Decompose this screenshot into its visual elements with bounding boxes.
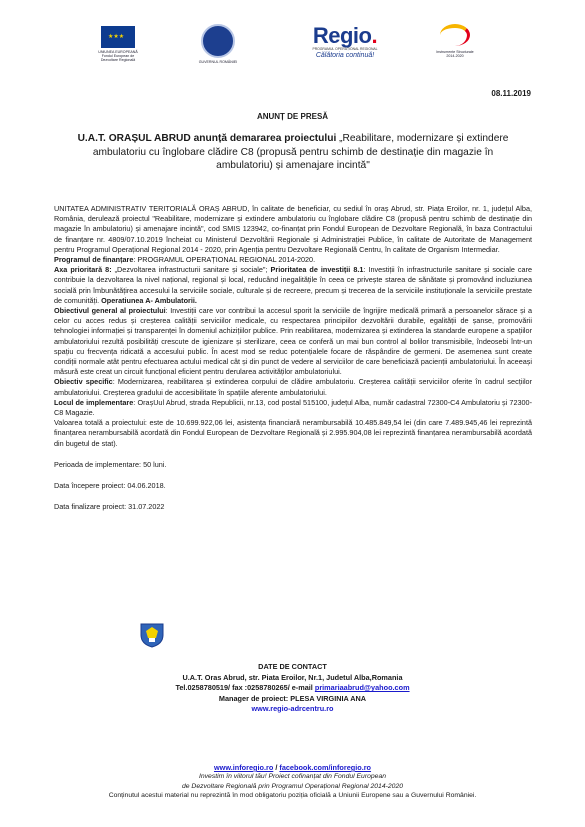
program-value: : PROGRAMUL OPERAȚIONAL REGIONAL 2014-2020. <box>133 255 316 265</box>
general-objective-paragraph <box>54 306 532 377</box>
press-title: ANUNȚ DE PRESĂ <box>256 112 329 121</box>
government-seal-icon <box>201 24 235 58</box>
project-manager: Manager de proiect: PLESA VIRGINIA ANA <box>218 693 367 703</box>
regio-slogan: Călătoria continuă! <box>315 52 375 59</box>
program-paragraph <box>54 255 532 265</box>
operation-label: Operatiunea A- Ambulatorii. <box>101 295 197 305</box>
footer-links <box>0 763 585 772</box>
footer <box>0 763 585 801</box>
eu-logo-text-2: Fondul European de <box>101 54 135 59</box>
header-logos <box>0 22 585 70</box>
regio-word: Regio <box>312 23 372 48</box>
general-label: Obiectivul general al proiectului <box>54 306 166 316</box>
document-date: 08.11.2019 <box>491 89 531 98</box>
headline <box>64 132 522 173</box>
intro-paragraph: UNITATEA ADMINISTRATIV TERITORIALĂ ORAȘ ABRUD, în calitate de beneficiar, cu sediul în oraș Abrud, str. Piața Eroilor, nr. 1, județul Alba, România, derulează proiectul "Reabilitare, modernizare și extindere ambulatoriu cu înglobare clădire C8 (propusă pentru schimb de destinație din magazie în ambulatoriu) și amenajare incintă", cod SMIS 123942, co-finanțat prin Fondul European de Dezvoltare Regională, în baza Contractului de finanțare nr. 4809/07.10.2019 încheiat cu Ministerul Dezvoltării Regionale și Administrației Publice, în calitate de Autoritate de Management pentru Programul Operațional Regional 2014 - 2020, prin Agenția pentru Dezvoltare Regională Centru, în calitate de Organism Intermediar. <box>54 204 532 254</box>
government-logo <box>198 24 238 64</box>
start-date-line: Data începere proiect: 04.06.2018. <box>54 481 166 491</box>
headline-bold: U.A.T. ORAȘUL ABRUD anunță demararea proiectului <box>77 133 337 144</box>
eu-flag-icon <box>101 26 135 48</box>
ue-logo-text-1: Instrumente Structurale <box>436 50 474 54</box>
contact-title: DATE DE CONTACT <box>258 662 327 671</box>
specific-objective-paragraph <box>54 377 532 397</box>
axis-label: Axa prioritară 8: <box>54 265 112 275</box>
structural-instruments-logo <box>432 24 478 58</box>
priority-label: Prioritatea de investiții 8.1 <box>270 265 364 275</box>
contact-address: U.A.T. Oras Abrud, str. Piata Eroilor, Nr.1, Judetul Alba,Romania <box>182 672 403 682</box>
axis-value: „Dezvoltarea infrastructurii sanitare și sociale"; <box>111 265 271 275</box>
contact-phone-line <box>110 683 475 694</box>
program-label: Programul de finanțare <box>54 255 134 265</box>
location-paragraph <box>54 398 532 418</box>
eu-logo-text-1: UNIUNEA EUROPEANĂ <box>98 50 138 54</box>
specific-label: Obiectiv specific <box>54 377 113 387</box>
body-text <box>54 204 532 512</box>
axis-paragraph <box>54 265 532 306</box>
headline-rest: „Reabilitare, modernizare și extindere ambulatoriu cu înglobare clădire C8 (propusă pentru schimb de destinație din magazie în ambulatoriu) și amenajare incintă" <box>92 133 509 171</box>
contact-block <box>110 662 475 715</box>
regio-subtitle: PROGRAMUL OPERAȚIONAL REGIONAL <box>312 47 378 51</box>
value-paragraph: Valoarea totală a proiectului: este de 10.699.922,06 lei, asistența financiară nerambursabilă 10.485.849,54 lei (din care 7.489.945,46 lei reprezintă finanțarea nerambursabilă acordată din Fondul European de Dezvoltare Regională și 2.995.904,08 lei reprezintă finanțarea nerambursabilă acordată din bugetul de stat). <box>54 418 532 448</box>
contact-phone: Tel.0258780519/ fax :0258780265/ e-mail <box>175 683 315 693</box>
contact-email-link[interactable]: primariaabrud@yahoo.com <box>314 683 410 693</box>
eu-logo <box>92 26 144 63</box>
location-value: : OrașUul Abrud, strada Republicii, nr.13, cod postal 515100, județul Alba, număr cadastral 72300-C4 Ambulatoriu și 72300-C8 Magazie. <box>54 397 533 418</box>
inforegio-link[interactable]: www.inforegio.ro <box>213 763 274 772</box>
eu-logo-text-3: Dezvoltare Regională <box>100 58 136 63</box>
structural-instruments-icon <box>440 24 470 46</box>
footer-line-3: de Dezvoltare Regională prin Programul Operațional Regional 2014-2020 <box>181 782 404 790</box>
priority-value: : Investiții în infrastructurile sanitare și sociale care contribuie la dezvoltarea la nivel național, regional și local, reducând inegalitățile în ceea ce privește starea de sănătate și promovând incluziunea socială prin îmbunătățirea accesului la serviciile sociale, culturale și de recreere, precum și trecerea de la serviciile instituționale la serviciile prestate de comunități. <box>54 265 533 305</box>
gov-logo-text: GUVERNUL ROMÂNIEI <box>198 60 238 64</box>
ue-logo-text-2: 2014-2020 <box>446 54 464 59</box>
regio-website-link[interactable]: www.regio-adrcentru.ro <box>251 704 334 714</box>
general-value: : Investiții care vor contribui la accesul sporit la serviciile de îngrijire medicală primară a persoanelor sărace și a celor cu acces redus și creșterea calității serviciilor medicale, cu respectarea principiilor dezvoltării durabile, egalității de șanse, promovării tehnologiei informației și transparenței în domeniul achizițiilor publice. Prin reabilitarea, modernizarea și extinderea la standarde europene a spațiilor ambulatoriului rezultă posibilități crescute de igienizare și sterilizare, ceea ce conferă un mai bun control al bolilor transmisibile, îndeosebi într-un spațiu cu frecvența ridicată a accesului public. În acest mod se reduc potențialele focare de răspândire de germeni. De asemenea sunt create condiții normale atât pentru efectuarea actului medical cât și din punct de vedere al serviciilor de care beneficiază pacienții ambulatoriului. În aceeași măsură este creat un circuit funcțional eficient pentru derularea activităților ambulatoriului. <box>54 306 532 377</box>
footer-separator: / <box>273 763 280 772</box>
regio-logo-icon: Regio. <box>312 23 378 48</box>
footer-line-2: Investim în viitorul tău! Proiect cofinanțat din Fondul European <box>198 773 387 781</box>
period-line: Perioada de implementare: 50 luni. <box>54 459 167 469</box>
regio-logo <box>294 25 396 60</box>
facebook-link[interactable]: facebook.com/inforegio.ro <box>279 763 372 772</box>
abrud-coat-of-arms-icon <box>137 622 167 648</box>
specific-value: : Modernizarea, reabilitarea și extinderea corpului de clădire ambulatoriu. Creșterea calității serviciilor oferite în cadrul secțiilor ambulatoriului. Creșterea gradului de accesibilitate în spațiile aferente ambulatoriului. <box>54 377 532 397</box>
footer-disclaimer: Conținutul acestui material nu reprezintă în mod obligatoriu poziția oficială a Uniunii Europene sau a Guvernului României. <box>108 792 477 800</box>
location-label: Locul de implementare <box>54 397 134 407</box>
end-date-line: Data finalizare proiect: 31.07.2022 <box>54 502 165 512</box>
